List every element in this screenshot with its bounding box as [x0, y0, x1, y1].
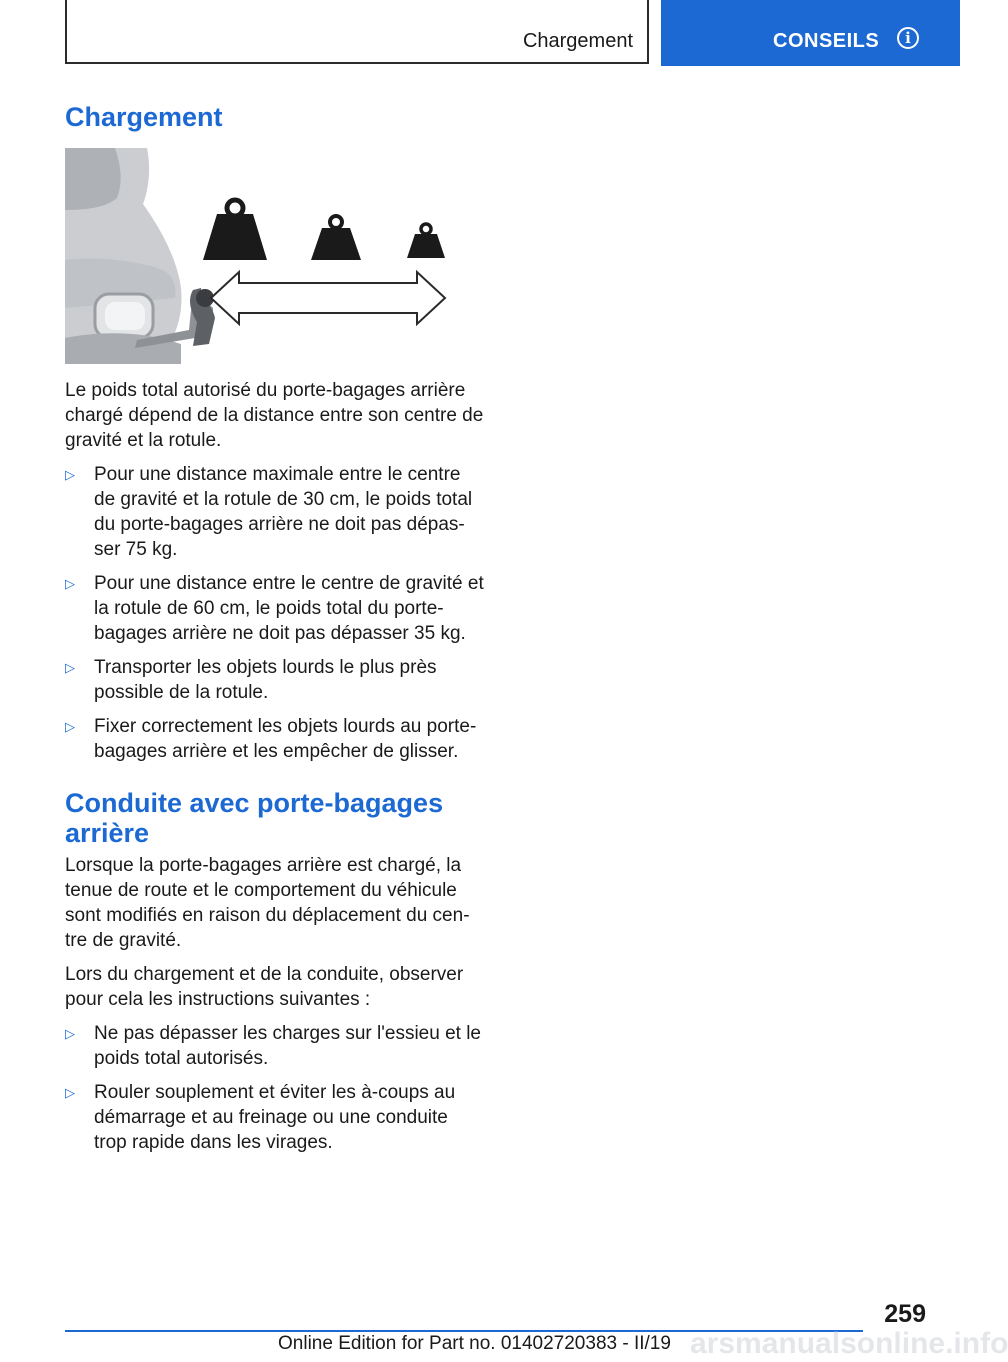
- list-item: [65, 1021, 485, 1071]
- content-column: [65, 378, 485, 1164]
- bullet-triangle-icon: ▷: [65, 1085, 75, 1100]
- driving-instructions-list: [65, 1021, 485, 1155]
- list-item-text: Transporter les objets lourds le plus près possible de la rotule.: [94, 657, 437, 703]
- list-item: [65, 571, 485, 646]
- intro-paragraph: Le poids total autorisé du porte-bagages arrière chargé dépend de la distance entre son centre de gravité et la rotule.: [65, 380, 484, 451]
- list-item-text: Pour une distance entre le centre de gravité et la rotule de 60 cm, le poids total du porte- bagages arrière ne doit pas dépasser 35 kg.: [94, 573, 484, 644]
- list-item: [65, 655, 485, 705]
- bullet-triangle-icon: ▷: [65, 467, 75, 482]
- loading-instructions-list: [65, 462, 485, 764]
- header-section-title: Chargement: [522, 30, 633, 52]
- list-item: [65, 1080, 485, 1155]
- list-item-text: Fixer correctement les objets lourds au porte- bagages arrière et les empêcher de glisser.: [94, 716, 477, 762]
- info-icon[interactable]: i: [897, 27, 919, 49]
- bullet-triangle-icon: ▷: [65, 660, 75, 675]
- driving-paragraph-2: Lors du chargement et de la conduite, observer pour cela les instructions suivantes :: [65, 964, 464, 1010]
- section-title-chargement: Chargement: [65, 102, 223, 132]
- page-number: 259: [884, 1300, 926, 1328]
- list-item-text: Ne pas dépasser les charges sur l'essieu et le poids total autorisés.: [94, 1023, 481, 1069]
- driving-paragraph-1: Lorsque la porte-bagages arrière est chargé, la tenue de route et le comportement du véhicule sont modifiés en raison du déplacement du cen‐ tre de gravité.: [65, 855, 470, 951]
- list-item-text: Pour une distance maximale entre le centre de gravité et la rotule de 30 cm, le poids total du porte-bagages arrière ne doit pas dépas‐ ser 75 kg.: [94, 464, 473, 560]
- list-item-text: Rouler souplement et éviter les à-coups au démarrage et au freinage ou une conduite trop rapide dans les virages.: [94, 1082, 456, 1153]
- tab-conseils-label: CONSEILS: [773, 30, 880, 52]
- load-distance-illustration: [65, 148, 461, 364]
- tab-conseils[interactable]: [661, 0, 960, 66]
- list-item: [65, 714, 485, 764]
- footer-edition-text: Online Edition for Part no. 01402720383 - II/19: [278, 1333, 671, 1354]
- bullet-triangle-icon: ▷: [65, 719, 75, 734]
- section-title-conduite: Conduite avec porte-bagages arrière: [65, 788, 444, 848]
- header-section-box: [65, 0, 649, 64]
- list-item: [65, 462, 485, 562]
- bullet-triangle-icon: ▷: [65, 576, 75, 591]
- watermark-text: arsmanualsonline.info: [690, 1327, 1008, 1360]
- bullet-triangle-icon: ▷: [65, 1026, 75, 1041]
